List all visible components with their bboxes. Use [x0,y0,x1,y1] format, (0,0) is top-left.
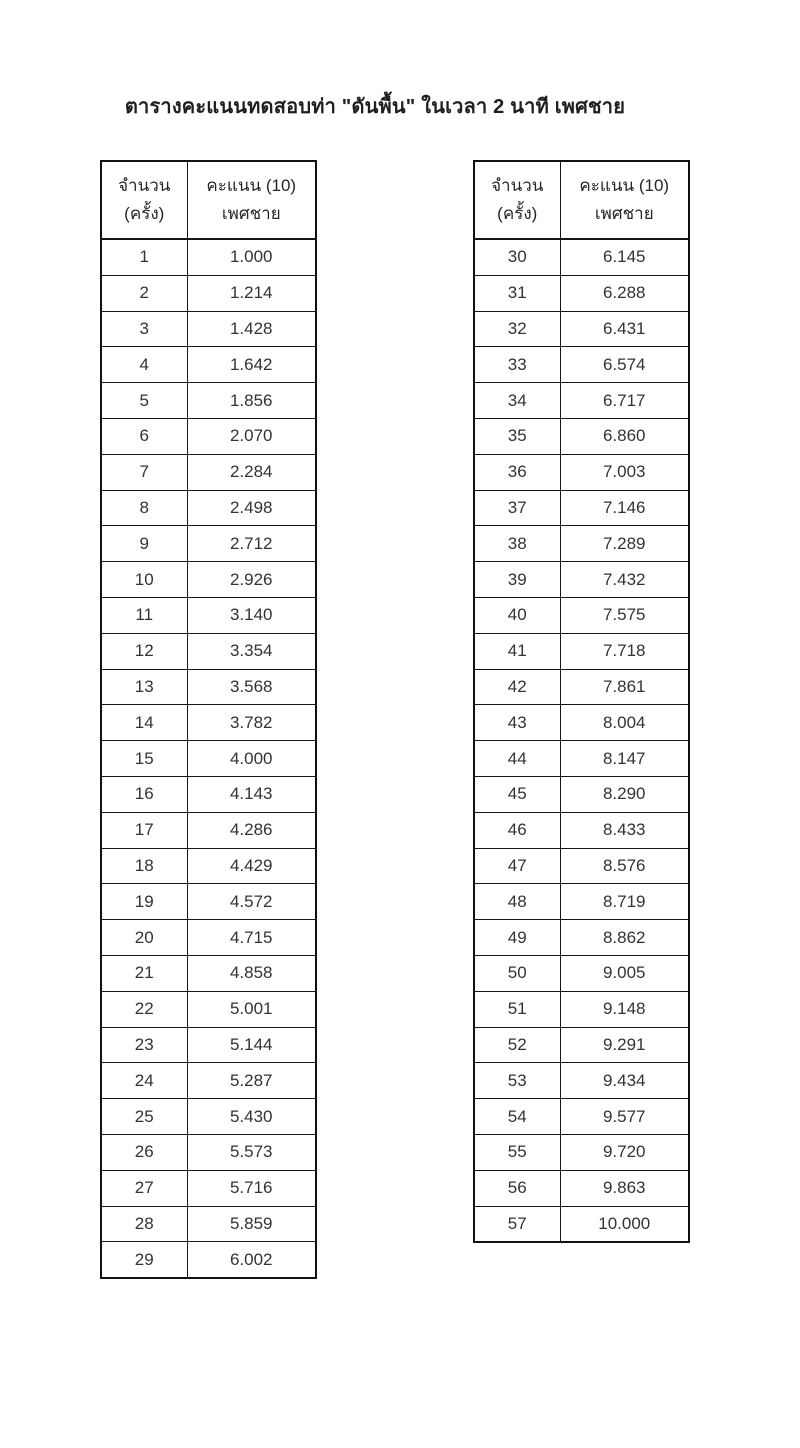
score-cell: 6.431 [560,311,689,347]
count-cell: 4 [101,347,187,383]
count-cell: 34 [474,383,560,419]
score-cell: 8.147 [560,741,689,777]
score-cell: 6.860 [560,418,689,454]
count-cell: 56 [474,1170,560,1206]
count-cell: 14 [101,705,187,741]
table-row [474,669,689,705]
count-cell: 57 [474,1206,560,1242]
table-row [101,884,316,920]
count-cell: 2 [101,275,187,311]
score-cell: 8.719 [560,884,689,920]
table-row [101,347,316,383]
table-row [101,1170,316,1206]
table-row [474,955,689,991]
score-cell: 3.140 [187,597,316,633]
score-cell: 2.712 [187,526,316,562]
count-cell: 32 [474,311,560,347]
count-cell: 42 [474,669,560,705]
table-row [101,454,316,490]
table-row [101,812,316,848]
count-cell: 36 [474,454,560,490]
count-cell: 5 [101,383,187,419]
table-row [474,383,689,419]
score-column-header [187,161,316,239]
count-cell: 22 [101,991,187,1027]
score-cell: 4.715 [187,920,316,956]
score-cell: 9.863 [560,1170,689,1206]
score-column-header [560,161,689,239]
table-row [101,526,316,562]
score-cell: 6.002 [187,1242,316,1278]
table-row [474,991,689,1027]
count-cell: 1 [101,239,187,275]
score-header-line1: คะแนน (10) [206,175,297,195]
score-cell: 10.000 [560,1206,689,1242]
score-cell: 2.284 [187,454,316,490]
count-cell: 29 [101,1242,187,1278]
count-cell: 53 [474,1063,560,1099]
count-cell: 17 [101,812,187,848]
table-row [101,991,316,1027]
table-row [474,1206,689,1242]
table-row [101,741,316,777]
count-column-header [101,161,187,239]
count-header-line2: (ครั้ง) [497,204,538,223]
score-cell: 1.428 [187,311,316,347]
table-row [474,812,689,848]
count-cell: 23 [101,1027,187,1063]
score-cell: 8.004 [560,705,689,741]
count-cell: 10 [101,562,187,598]
count-cell: 19 [101,884,187,920]
count-cell: 7 [101,454,187,490]
score-cell: 1.214 [187,275,316,311]
table-row [474,347,689,383]
score-cell: 9.291 [560,1027,689,1063]
count-column-header [474,161,560,239]
count-cell: 18 [101,848,187,884]
score-cell: 7.861 [560,669,689,705]
score-cell: 4.429 [187,848,316,884]
table-row [101,1099,316,1135]
table-row [474,597,689,633]
score-cell: 5.716 [187,1170,316,1206]
table-row [474,562,689,598]
score-cell: 9.148 [560,991,689,1027]
count-cell: 27 [101,1170,187,1206]
count-cell: 9 [101,526,187,562]
score-cell: 9.434 [560,1063,689,1099]
table-row [101,239,316,275]
count-cell: 44 [474,741,560,777]
table-row [474,418,689,454]
count-cell: 43 [474,705,560,741]
score-cell: 1.856 [187,383,316,419]
count-cell: 48 [474,884,560,920]
count-cell: 13 [101,669,187,705]
count-cell: 39 [474,562,560,598]
count-cell: 50 [474,955,560,991]
score-cell: 6.288 [560,275,689,311]
count-cell: 12 [101,633,187,669]
table-row [474,1170,689,1206]
table-row [101,597,316,633]
score-table-right [473,160,690,1243]
table-row [101,383,316,419]
table-row [101,1134,316,1170]
score-cell: 4.858 [187,955,316,991]
score-cell: 1.642 [187,347,316,383]
score-cell: 7.003 [560,454,689,490]
score-cell: 5.287 [187,1063,316,1099]
score-cell: 9.720 [560,1134,689,1170]
table-row [474,239,689,275]
score-cell: 3.354 [187,633,316,669]
count-cell: 21 [101,955,187,991]
score-cell: 5.144 [187,1027,316,1063]
count-cell: 55 [474,1134,560,1170]
count-cell: 20 [101,920,187,956]
table-row [474,275,689,311]
score-cell: 4.286 [187,812,316,848]
table-row [101,1027,316,1063]
table-row [101,920,316,956]
score-cell: 1.000 [187,239,316,275]
table-row [474,1063,689,1099]
score-cell: 6.145 [560,239,689,275]
count-cell: 37 [474,490,560,526]
table-row [101,669,316,705]
count-cell: 31 [474,275,560,311]
count-cell: 24 [101,1063,187,1099]
table-row [474,1134,689,1170]
table-row [101,1242,316,1278]
score-table-left [100,160,317,1279]
count-cell: 52 [474,1027,560,1063]
table-row [101,311,316,347]
score-cell: 2.070 [187,418,316,454]
count-header-line1: จำนวน [491,175,544,195]
score-cell: 2.926 [187,562,316,598]
count-cell: 46 [474,812,560,848]
count-cell: 8 [101,490,187,526]
table-row [474,884,689,920]
score-cell: 9.577 [560,1099,689,1135]
table-row [474,526,689,562]
count-cell: 45 [474,776,560,812]
score-cell: 6.574 [560,347,689,383]
score-header-line2: เพศชาย [594,204,654,223]
table-row [474,776,689,812]
score-cell: 8.862 [560,920,689,956]
count-cell: 47 [474,848,560,884]
count-cell: 3 [101,311,187,347]
header-row [474,161,689,239]
table-row [474,1099,689,1135]
count-cell: 54 [474,1099,560,1135]
count-cell: 15 [101,741,187,777]
table-row [474,1027,689,1063]
table-row [101,418,316,454]
score-cell: 5.001 [187,991,316,1027]
score-cell: 4.143 [187,776,316,812]
count-cell: 33 [474,347,560,383]
count-cell: 40 [474,597,560,633]
score-cell: 3.782 [187,705,316,741]
count-cell: 35 [474,418,560,454]
header-row [101,161,316,239]
score-header-line2: เพศชาย [221,204,281,223]
count-cell: 28 [101,1206,187,1242]
score-cell: 7.718 [560,633,689,669]
table-row [101,1206,316,1242]
count-header-line1: จำนวน [118,175,171,195]
count-cell: 6 [101,418,187,454]
score-cell: 5.859 [187,1206,316,1242]
table-row [474,490,689,526]
count-cell: 25 [101,1099,187,1135]
score-cell: 8.290 [560,776,689,812]
count-cell: 49 [474,920,560,956]
score-cell: 4.572 [187,884,316,920]
table-row [101,705,316,741]
score-cell: 8.576 [560,848,689,884]
count-cell: 16 [101,776,187,812]
table-row [101,848,316,884]
table-row [101,776,316,812]
table-row [474,848,689,884]
score-cell: 5.573 [187,1134,316,1170]
score-cell: 7.289 [560,526,689,562]
score-cell: 8.433 [560,812,689,848]
table-row [101,490,316,526]
count-cell: 38 [474,526,560,562]
score-cell: 7.575 [560,597,689,633]
count-cell: 26 [101,1134,187,1170]
score-cell: 9.005 [560,955,689,991]
table-row [474,311,689,347]
table-row [101,633,316,669]
count-header-line2: (ครั้ง) [124,204,165,223]
table-row [101,562,316,598]
table-row [101,1063,316,1099]
table-row [101,955,316,991]
table-row [474,920,689,956]
table-row [474,705,689,741]
table-row [101,275,316,311]
count-cell: 41 [474,633,560,669]
score-cell: 3.568 [187,669,316,705]
page-title: ตารางคะแนนทดสอบท่า "ดันพื้น" ในเวลา 2 นาที เพศชาย [124,96,626,118]
score-cell: 7.432 [560,562,689,598]
table-row [474,633,689,669]
count-cell: 30 [474,239,560,275]
count-cell: 11 [101,597,187,633]
count-cell: 51 [474,991,560,1027]
score-cell: 2.498 [187,490,316,526]
score-cell: 7.146 [560,490,689,526]
table-row [474,454,689,490]
score-cell: 5.430 [187,1099,316,1135]
score-cell: 6.717 [560,383,689,419]
table-row [474,741,689,777]
score-cell: 4.000 [187,741,316,777]
score-header-line1: คะแนน (10) [579,175,670,195]
